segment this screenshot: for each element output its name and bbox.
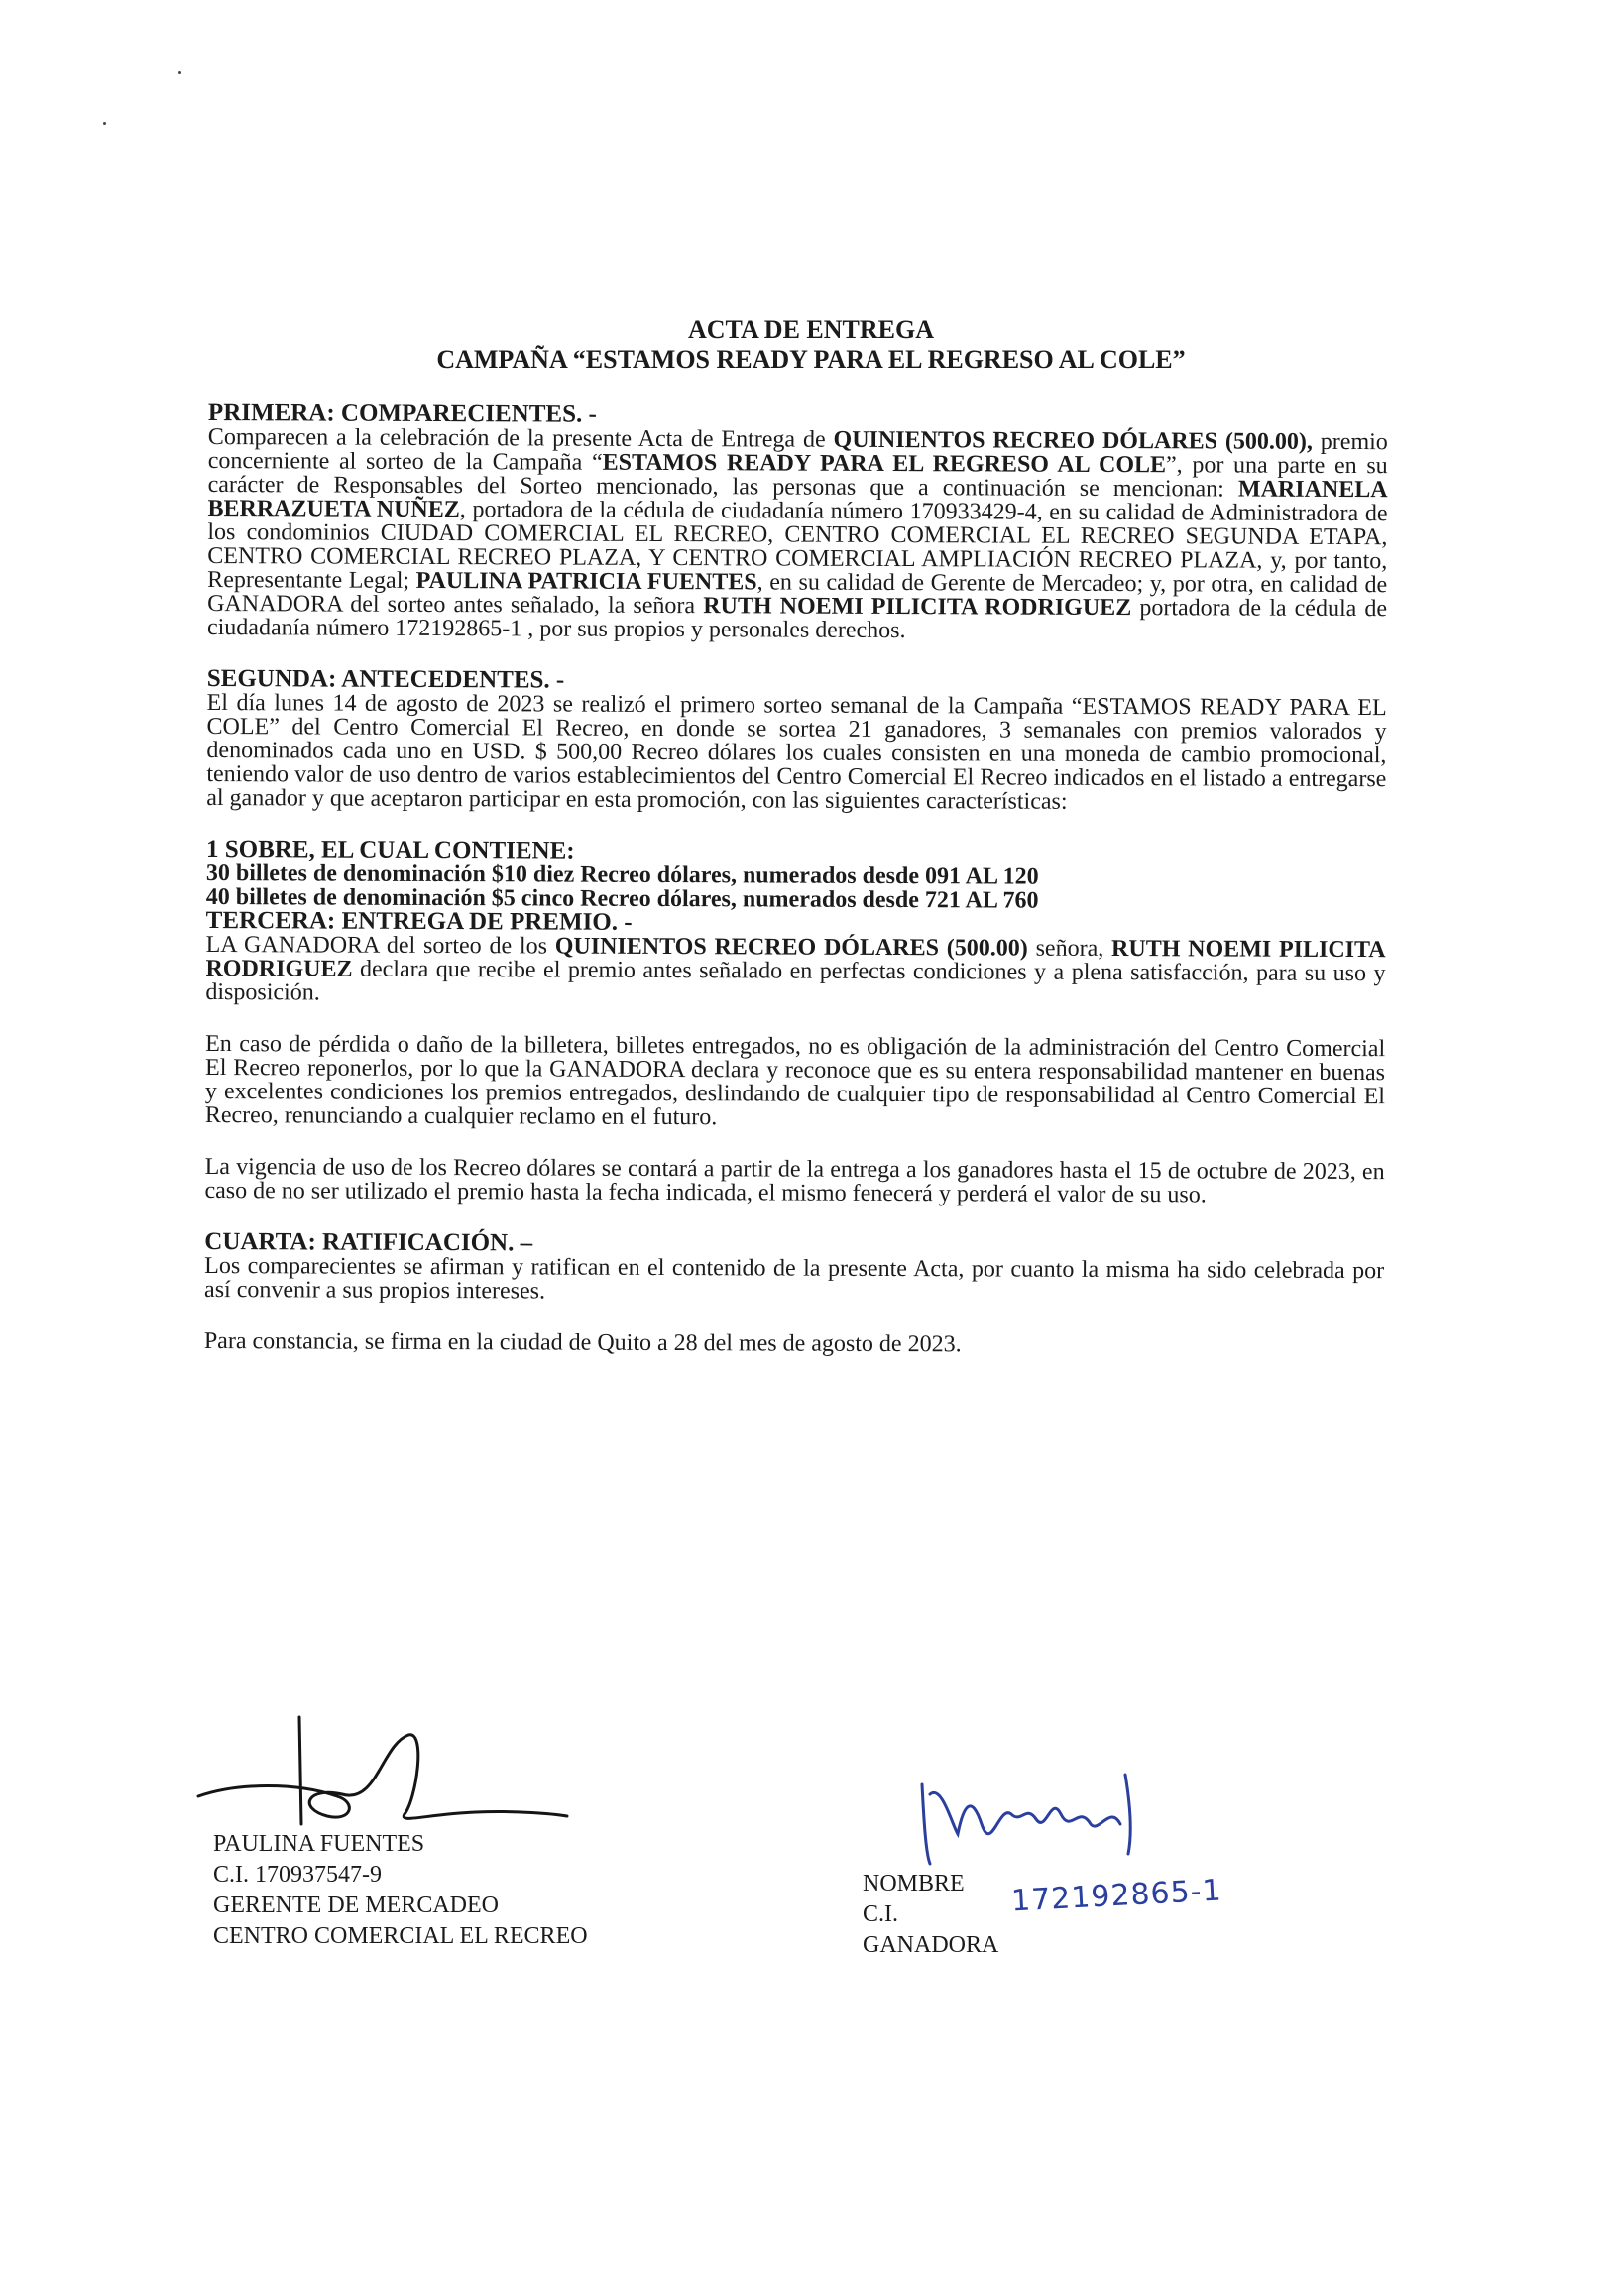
paragraph-antecedentes: El día lunes 14 de agosto de 2023 se realizó el primero sorteo semanal de la Campaña “ESTAMOS READY PARA EL COLE” del Centro Comercial El Recreo, en donde se sortea 21 ganadores, 3 semanales con premios valorados y denominados cada uno en USD. $ 500,00 Recreo dólares los cuales consisten en una moneda de cambio promocional, teniendo valor de uso dentro de varios establecimientos del Centro Comercial El Recreo indicados en el listado a entregarse al ganador y que aceptaron participar en esta promoción, con las siguientes características: <box>206 689 1387 815</box>
signer-left-name: PAULINA FUENTES <box>213 1831 425 1857</box>
signature-right <box>912 1765 1150 1874</box>
handwritten-ci-number: 172192865-1 <box>1010 1873 1223 1919</box>
sobre-heading: 1 SOBRE, EL CUAL CONTIENE: <box>205 835 575 864</box>
signer-right-block <box>863 1869 998 1961</box>
signer-right-name-label: NOMBRE <box>863 1871 965 1896</box>
signer-left-block <box>213 1829 588 1952</box>
billetes-line-10: 30 billetes de denominación $10 diez Recreo dólares, numerados desde 091 AL 120 <box>205 860 1039 890</box>
scan-speck <box>178 71 181 74</box>
signer-left-org: CENTRO COMERCIAL EL RECREO <box>213 1923 588 1949</box>
paragraph-perdida: En caso de pérdida o daño de la billetera, billetes entregados, no es obligación de la administración del Centro Comercial El Recreo reponerlos, por lo que la GANADORA declara y reconoce que es su entera responsabilidad mantener en buenas y excelentes condiciones los premios entregados, deslindando de cualquier tipo de responsabilidad al Centro Comercial El Recreo, renunciando a cualquier reclamo en el futuro. <box>204 1030 1386 1131</box>
section-heading-tercera: TERCERA: ENTREGA DE PREMIO. - <box>205 906 633 936</box>
signer-left-ci: C.I. 170937547-9 <box>213 1862 382 1888</box>
signer-right-ci-label: C.I. <box>863 1901 898 1927</box>
section-heading-cuarta: CUARTA: RATIFICACIÓN. – <box>204 1227 533 1257</box>
scan-speck <box>103 122 106 125</box>
document-body <box>204 402 1388 1358</box>
billetes-line-5: 40 billetes de denominación $5 cinco Recreo dólares, numerados desde 721 AL 760 <box>205 883 1039 914</box>
section-heading-primera: PRIMERA: COMPARECIENTES. - <box>207 400 597 428</box>
document-title: ACTA DE ENTREGA <box>687 315 934 344</box>
signer-left-role: GERENTE DE MERCADEO <box>213 1893 499 1918</box>
paragraph-comparecientes: Comparecen a la celebración de la presente Acta de Entrega de QUINIENTOS RECREO DÓLARES (500.00), premio concerniente al sorteo de la Campaña “ESTAMOS READY PARA EL REGRESO AL COLE”, por una parte en su carácter de Responsables del Sorteo mencionado, las personas que a continuación se mencionan: MARIANELA BERRAZUETA NUÑEZ, portadora de la cédula de ciudadanía número 170933429-4, en su calidad de Administradora de los condominios CIUDAD COMERCIAL EL RECREO, CENTRO COMERCIAL EL RECREO SEGUNDA ETAPA, CENTRO COMERCIAL RECREO PLAZA, Y CENTRO COMERCIAL AMPLIACIÓN RECREO PLAZA, y, por tanto, Representante Legal; PAULINA PATRICIA FUENTES, en su calidad de Gerente de Mercadeo; y, por otra, en calidad de GANADORA del sorteo antes señalado, la señora RUTH NOEMI PILICITA RODRIGUEZ portadora de la cédula de ciudadanía número 172192865-1 , por sus propios y personales derechos. <box>206 423 1388 644</box>
signature-left <box>178 1705 595 1844</box>
paragraph-vigencia: La vigencia de uso de los Recreo dólares se contará a partir de la entrega a los ganadores hasta el 15 de octubre de 2023, en caso de no ser utilizado el premio hasta la fecha indicada, el mismo fenecerá y perderá el valor de su uso. <box>204 1153 1385 1208</box>
paragraph-constancia: Para constancia, se firma en la ciudad de Quito a 28 del mes de agosto de 2023. <box>203 1327 962 1358</box>
section-heading-segunda: SEGUNDA: ANTECEDENTES. - <box>206 664 565 694</box>
paragraph-ratificacion: Los comparecientes se afirman y ratifican en el contenido de la presente Acta, por cuanto la misma ha sido celebrada por así convenir a sus propios intereses. <box>204 1252 1385 1305</box>
paragraph-entrega: LA GANADORA del sorteo de los QUINIENTOS RECREO DÓLARES (500.00) señora, RUTH NOEMI PILICITA RODRIGUEZ declara que recibe el premio antes señalado en perfectas condiciones y a plena satisfacción, para su uso y disposición. <box>205 931 1386 1006</box>
campaign-title: CAMPAÑA “ESTAMOS READY PARA EL REGRESO AL COLE” <box>436 345 1186 374</box>
signer-right-role: GANADORA <box>863 1932 999 1958</box>
